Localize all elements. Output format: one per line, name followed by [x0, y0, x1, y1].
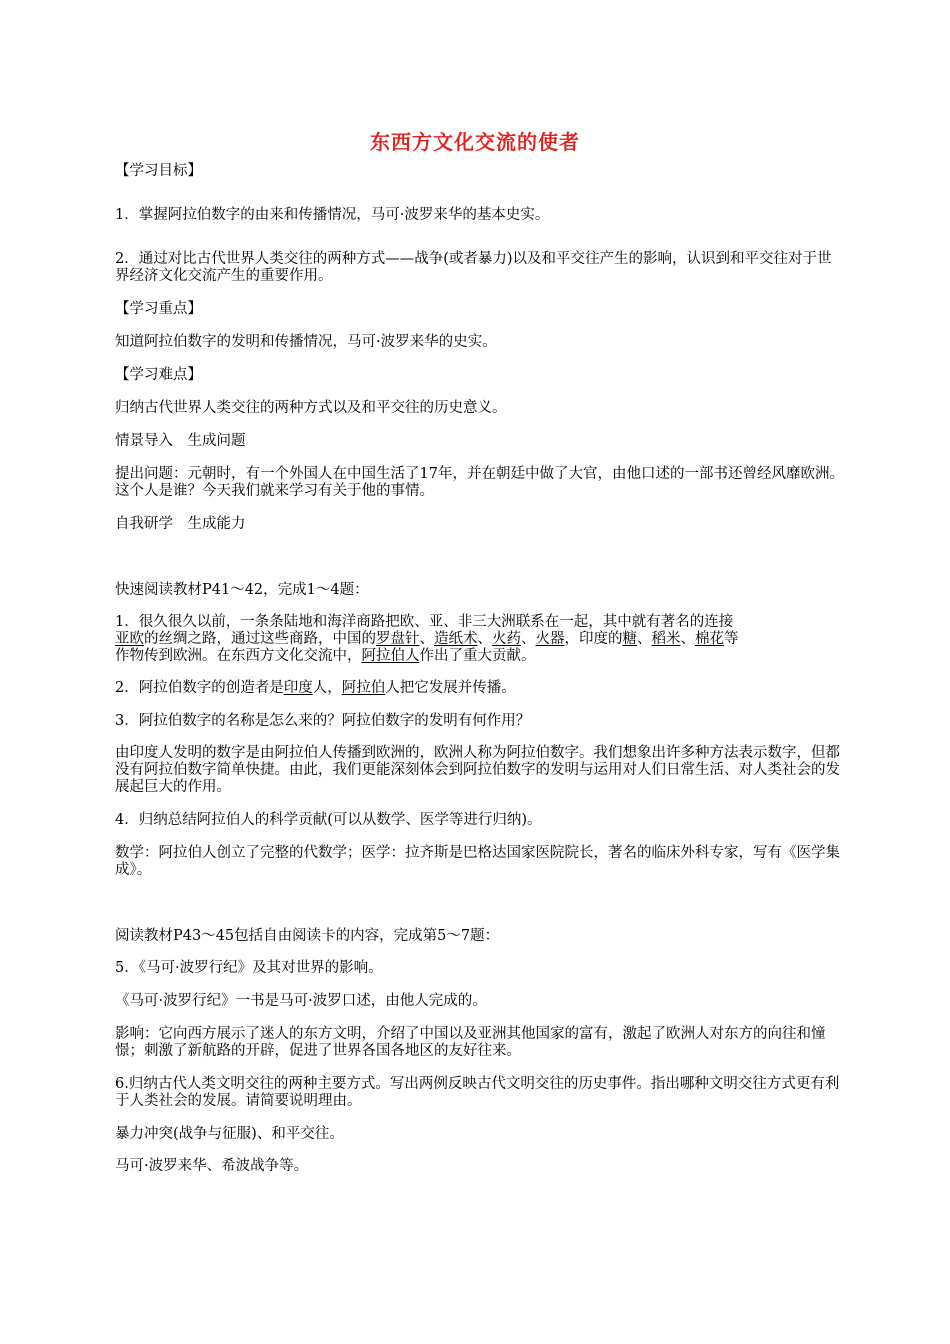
answer-arab: 阿拉伯: [341, 680, 386, 696]
question-4: 4．归纳总结阿拉伯人的科学贡献(可以从数学、医学等进行归纳)。: [115, 812, 542, 828]
q2-text: 人把它发展并传播。: [385, 680, 516, 696]
focus-heading: 【学习重点】: [115, 301, 202, 317]
self-study-heading: 自我研学 生成能力: [115, 516, 246, 532]
q1-sep: 、: [419, 631, 434, 647]
goals-heading: 【学习目标】: [115, 163, 202, 179]
question-2: [115, 680, 845, 697]
answer-3: 由印度人发明的数字是由阿拉伯人传播到欧洲的，欧洲人称为阿拉伯数字。我们想象出许多种方法表示数字，但都没有阿拉伯数字简单快捷。由此，我们更能深刻体会到阿拉伯数字的发明与运用对人们日常生活、对人类社会的发展起巨大的作用。: [115, 745, 840, 795]
goal-2: 2．通过对比古代世界人类交往的两种方式——战争(或者暴力)以及和平交往产生的影响，认识到和平交往对于世界经济文化交流产生的重要作用。: [115, 251, 832, 284]
difficulty-heading: 【学习难点】: [115, 367, 202, 383]
answer-5a: 《马可·波罗行纪》一书是马可·波罗口述，由他人完成的。: [115, 993, 487, 1009]
q1-sep: 、: [477, 631, 492, 647]
question-6: 6.归纳古代人类文明交往的两种主要方式。写出两例反映古代文明交往的历史事件。指出哪种文明交往方式更有利于人类社会的发展。请简要说明理由。: [115, 1076, 840, 1109]
answer-cotton: 棉花: [695, 631, 724, 647]
intro-text: 提出问题：元朝时，有一个外国人在中国生活了17年，并在朝廷中做了大官，由他口述的一部书还曾经风靡欧洲。这个人是谁？今天我们就来学习有关于他的事情。: [115, 466, 844, 499]
intro-heading: 情景导入 生成问题: [115, 433, 246, 449]
goal-1: 1．掌握阿拉伯数字的由来和传播情况，马可·波罗来华的基本史实。: [115, 207, 550, 223]
reading-instruction-2: 阅读教材P43～45包括自由阅读卡的内容，完成第5～7题：: [115, 928, 500, 944]
q1-line3: 作物传到欧洲。在东西方文化交流中，: [115, 648, 362, 664]
question-3: 3．阿拉伯数字的名称是怎么来的？阿拉伯数字的发明有何作用？: [115, 713, 531, 729]
answer-arabs: 阿拉伯人: [361, 648, 420, 664]
q1-sep: 、: [680, 631, 695, 647]
q2-text: 2．阿拉伯数字的创造者是: [115, 680, 284, 696]
q1-sep: 、: [521, 631, 536, 647]
answer-rice: 稻米: [651, 631, 681, 647]
answer-6b: 马可·波罗来华、希波战争等。: [115, 1158, 309, 1174]
answer-eurasia: 亚欧: [115, 631, 144, 647]
q1-line1: 1．很久很久以前，一条条陆地和海洋商路把欧、亚、非三大洲联系在一起，其中就有著名的连接: [115, 614, 734, 630]
answer-5b: 影响：它向西方展示了迷人的东方文明，介绍了中国以及亚洲其他国家的富有，激起了欧洲人对东方的向往和憧憬；刺激了新航路的开辟，促进了世界各国各地区的友好往来。: [115, 1026, 826, 1059]
answer-compass: 罗盘针: [376, 631, 420, 647]
answer-4: 数学：阿拉伯人创立了完整的代数学；医学：拉齐斯是巴格达国家医院院长，著名的临床外科专家，写有《医学集成》。: [115, 845, 840, 878]
page-title: 东西方文化交流的使者: [370, 130, 580, 154]
focus-text: 知道阿拉伯数字的发明和传播情况，马可·波罗来华的史实。: [115, 334, 497, 350]
answer-6a: 暴力冲突(战争与征服)、和平交往。: [115, 1126, 344, 1142]
q1-text: ，印度的: [564, 631, 623, 647]
q2-text: 人，: [312, 680, 342, 696]
q1-text: 的丝绸之路，通过这些商路，中国的: [144, 631, 376, 647]
difficulty-text: 归纳古代世界人类交往的两种方式以及和平交往的历史意义。: [115, 400, 507, 416]
q1-line3-end: 作出了重大贡献。: [419, 648, 536, 664]
answer-gunpowder: 火药: [492, 631, 521, 647]
answer-papermaking: 造纸术: [434, 631, 478, 647]
question-5: 5．《马可·波罗行纪》及其对世界的影响。: [115, 960, 383, 976]
answer-sugar: 糖: [622, 631, 637, 647]
q1-sep: 、: [637, 631, 652, 647]
q1-text: 等: [724, 631, 739, 647]
question-1: [115, 614, 845, 665]
answer-india: 印度: [283, 680, 313, 696]
reading-instruction-1: 快速阅读教材P41～42，完成1～4题：: [115, 582, 369, 598]
answer-firearms: 火器: [535, 631, 565, 647]
